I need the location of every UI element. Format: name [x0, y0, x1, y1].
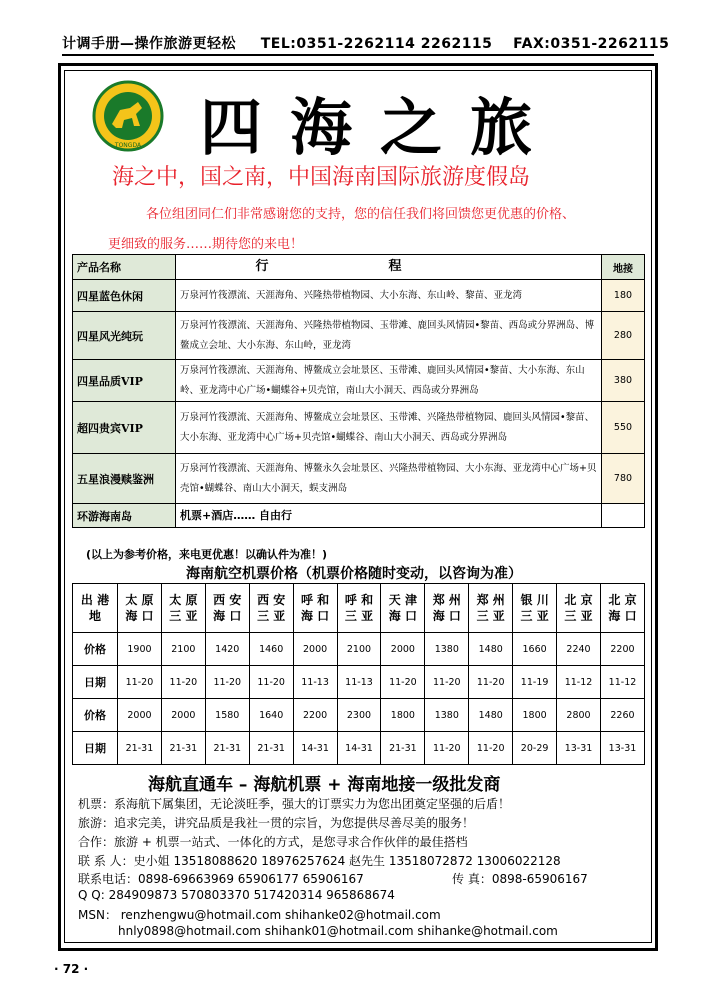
brand-name: 四海之旅: [200, 91, 561, 164]
table-row: [73, 633, 645, 666]
product-name: 四星风光纯玩: [73, 312, 176, 360]
fare-cell: 11-13: [337, 666, 381, 699]
fare-cell: 1800: [381, 699, 425, 732]
info-line: 旅游：追求完美，讲究品质是我社一贯的宗旨，为您提供尽善尽美的服务！: [78, 816, 475, 830]
fare-cell: 1640: [249, 699, 293, 732]
info-line: Q Q: 284909873 570803370 517420314 965868674: [78, 888, 395, 902]
fare-cell: 13-31: [600, 732, 644, 765]
route-header-cell: [600, 584, 644, 633]
route-from: 太 原: [169, 593, 198, 607]
fare-cell: 11-19: [513, 666, 557, 699]
route-to: 三 亚: [257, 609, 286, 623]
table-row: [73, 699, 645, 732]
fare-cell: 2240: [557, 633, 601, 666]
description-line-2: 更细致的服务……期待您的来电！: [108, 237, 304, 252]
fare-cell: 11-12: [557, 666, 601, 699]
product-route: 万泉河竹筏漂流、天涯海角、博鳌永久会址景区、兴隆热带植物园、大小东海、亚龙湾中心广场+贝壳馆•蝴蝶谷、南山大小洞天，蜈支洲岛: [176, 454, 602, 504]
table-row: [73, 732, 645, 765]
row-label: 价格: [73, 699, 118, 732]
route-to: 三 亚: [476, 609, 505, 623]
route-to: 海 口: [432, 609, 461, 623]
fare-cell: 11-20: [161, 666, 205, 699]
fare-cell: 11-12: [600, 666, 644, 699]
fare-cell: 2800: [557, 699, 601, 732]
airfare-title: 海南航空机票价格（机票价格随时变动，以咨询为准）: [186, 566, 522, 582]
route-to: 海 口: [608, 609, 637, 623]
fare-cell: 2200: [293, 699, 337, 732]
route-to: 海 口: [125, 609, 154, 623]
route-from: 太 原: [125, 593, 154, 607]
product-route: 万泉河竹筏漂流、天涯海角、兴隆热带植物园、玉带滩、鹿回头风情园•黎苗、西岛或分界洲岛、博鳌成立会址、大小东海、东山岭，亚龙湾: [176, 312, 602, 360]
fare-cell: 2260: [600, 699, 644, 732]
route-to: 海 口: [300, 609, 330, 623]
page-header: [62, 33, 670, 55]
fare-cell: 2100: [337, 633, 381, 666]
table-row: [73, 280, 645, 312]
fare-cell: 2000: [381, 633, 425, 666]
fare-cell: 1480: [469, 699, 513, 732]
header-divider: [62, 54, 654, 56]
product-price: 280: [602, 312, 645, 360]
table-row: [73, 504, 645, 528]
col-header-name: 产品名称: [73, 255, 176, 280]
route-header-cell: [381, 584, 425, 633]
product-route: 万泉河竹筏漂流、天涯海角、博鳌成立会址景区、玉带滩、兴隆热带植物园、鹿回头风情园•黎苗、大小东海、亚龙湾中心广场+贝壳馆•蝴蝶谷、南山大小洞天、西岛或分界洲岛: [176, 402, 602, 454]
product-price: 380: [602, 360, 645, 402]
fare-cell: 11-20: [381, 666, 425, 699]
corner-top: 出 港: [80, 593, 110, 607]
route-header-cell: [118, 584, 162, 633]
fare-cell: 2000: [293, 633, 337, 666]
info-line: 合作：旅游 + 机票一站式、一体化的方式，是您寻求合作伙伴的最佳搭档: [78, 835, 468, 849]
table-row: [73, 402, 645, 454]
route-to: 三 亚: [564, 609, 593, 623]
route-from: 北 京: [564, 593, 593, 607]
fare-cell: 2200: [600, 633, 644, 666]
price-note: (以上为参考价格，来电更优惠！以确认件为准！): [86, 548, 328, 561]
fare-cell: 11-13: [293, 666, 337, 699]
fare-cell: 14-31: [293, 732, 337, 765]
fax-number: 0898-65906167: [491, 872, 588, 886]
fax-line: [452, 870, 588, 887]
route-to: 海 口: [388, 609, 417, 623]
header-fax: 0351-2262115: [550, 36, 670, 52]
fare-cell: 1460: [249, 633, 293, 666]
route-header-cell: [249, 584, 293, 633]
info-line: 联 系 人：史小姐 13518088620 18976257624 赵先生 13518072872 13006022128: [78, 854, 561, 868]
product-price: [602, 504, 645, 528]
fare-cell: 2300: [337, 699, 381, 732]
info-line: 联系电话：0898-69663969 65906177 65906167: [78, 872, 364, 886]
fare-cell: 21-31: [161, 732, 205, 765]
fare-cell: 1660: [513, 633, 557, 666]
corner-bottom: 地: [88, 609, 101, 623]
fare-cell: 2000: [161, 699, 205, 732]
route-from: 天 津: [388, 593, 417, 607]
product-name: 四星蓝色休闲: [73, 280, 176, 312]
product-price: 180: [602, 280, 645, 312]
table-row: [73, 454, 645, 504]
fare-cell: 21-31: [381, 732, 425, 765]
route-to: 三 亚: [169, 609, 198, 623]
product-name: 五星浪漫赎鉴洲: [73, 454, 176, 504]
fare-cell: 1900: [118, 633, 162, 666]
route-header-cell: [469, 584, 513, 633]
route-header-cell: [205, 584, 249, 633]
info-line: 机票：系海航下属集团，无论淡旺季，强大的订票实力为您出团奠定坚强的后盾！: [78, 797, 511, 811]
fare-cell: 11-20: [469, 732, 513, 765]
page-number: · 72 ·: [54, 962, 89, 976]
airfare-table: [72, 583, 645, 765]
col-header-price: 地接: [602, 255, 645, 280]
route-from: 西 安: [213, 593, 242, 607]
product-route: 万泉河竹筏漂流、天涯海角、兴隆热带植物园、大小东海、东山岭、黎苗、亚龙湾: [176, 280, 602, 312]
header-fax-label: FAX:: [513, 36, 551, 52]
info-line: MSN： renzhengwu@hotmail.com shihanke02@hotmail.com: [78, 908, 441, 922]
fare-cell: 11-20: [425, 732, 469, 765]
table-row: [73, 312, 645, 360]
route-header-cell: [293, 584, 337, 633]
slogan: 海之中，国之南，中国海南国际旅游度假岛: [112, 165, 531, 190]
route-from: 北 京: [608, 593, 637, 607]
route-to: 海 口: [213, 609, 242, 623]
product-price: 550: [602, 402, 645, 454]
fare-cell: 21-31: [205, 732, 249, 765]
airfare-corner-cell: [73, 584, 118, 633]
table-row: [73, 360, 645, 402]
product-name: 环游海南岛: [73, 504, 176, 528]
product-name: 四星品质VIP: [73, 360, 176, 402]
fare-cell: 1800: [513, 699, 557, 732]
header-tel-label: TEL:: [260, 36, 297, 52]
fare-cell: 11-20: [469, 666, 513, 699]
route-to: 三 亚: [520, 609, 549, 623]
fare-cell: 21-31: [249, 732, 293, 765]
fare-cell: 13-31: [557, 732, 601, 765]
route-header-cell: [557, 584, 601, 633]
route-from: 呼 和: [344, 593, 374, 607]
fare-cell: 11-20: [118, 666, 162, 699]
fare-cell: 2000: [118, 699, 162, 732]
product-table: [72, 254, 645, 528]
fare-cell: 1380: [425, 699, 469, 732]
fare-cell: 1580: [205, 699, 249, 732]
route-to: 三 亚: [344, 609, 374, 623]
route-from: 郑 州: [476, 593, 505, 607]
description-line-1: 各位组团同仁们非常感谢您的支持，您的信任我们将回馈您更优惠的价格、: [146, 207, 576, 222]
product-route: 万泉河竹筏漂流、天涯海角、博鳌成立会址景区、玉带滩、鹿回头风情园•黎苗、大小东海、东山岭、亚龙湾中心广场•蝴蝶谷+贝壳馆，南山大小洞天、西岛或分界洲岛: [176, 360, 602, 402]
route-header-cell: [513, 584, 557, 633]
route-from: 呼 和: [300, 593, 330, 607]
header-title: 计调手册—操作旅游更轻松: [62, 36, 236, 52]
product-route: 机票+酒店…… 自由行: [176, 504, 602, 528]
row-label: 价格: [73, 633, 118, 666]
product-name: 超四贵宾VIP: [73, 402, 176, 454]
route-header-cell: [337, 584, 381, 633]
airfare-header-row: [73, 584, 645, 633]
fare-cell: 20-29: [513, 732, 557, 765]
route-header-cell: [161, 584, 205, 633]
table-row: [73, 666, 645, 699]
col-header-route: 行程: [176, 255, 602, 280]
fare-cell: 2100: [161, 633, 205, 666]
row-label: 日期: [73, 666, 118, 699]
footer-title: 海航直通车 – 海航机票 + 海南地接一级批发商: [148, 775, 501, 795]
logo-caption: TONGDA: [114, 142, 142, 149]
row-label: 日期: [73, 732, 118, 765]
fare-cell: 1480: [469, 633, 513, 666]
product-price: 780: [602, 454, 645, 504]
fare-cell: 1380: [425, 633, 469, 666]
route-header-cell: [425, 584, 469, 633]
fare-cell: 11-20: [205, 666, 249, 699]
route-from: 银 川: [520, 593, 549, 607]
fare-cell: 14-31: [337, 732, 381, 765]
fare-cell: 11-20: [425, 666, 469, 699]
fare-cell: 1420: [205, 633, 249, 666]
route-from: 郑 州: [432, 593, 461, 607]
product-table-header: [73, 255, 645, 280]
header-tel: 0351-2262114 2262115: [296, 36, 493, 52]
info-line: hnly0898@hotmail.com shihank01@hotmail.com shihanke@hotmail.com: [118, 924, 558, 938]
fare-cell: 21-31: [118, 732, 162, 765]
fax-label: 传 真：: [452, 872, 492, 886]
fare-cell: 11-20: [249, 666, 293, 699]
route-from: 西 安: [257, 593, 286, 607]
